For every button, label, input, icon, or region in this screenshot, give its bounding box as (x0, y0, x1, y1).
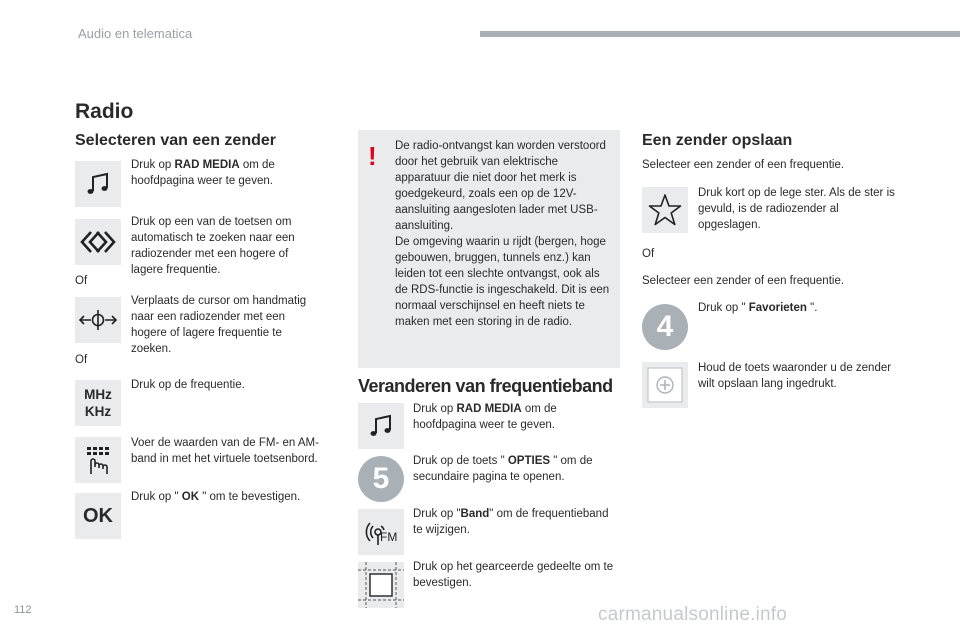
left-step-5: Voer de waarden van de FM- en AM-band in met het virtuele toetsenbord. (131, 437, 319, 465)
add-preset-icon (642, 362, 688, 408)
seek-arrows-icon (75, 219, 121, 265)
left-step-4: Druk op de frequentie. (131, 379, 245, 391)
middle-step-1: Druk op RAD MEDIA om de hoofdpagina weer te geven. (413, 403, 557, 431)
ok-icon-label: OK (83, 504, 113, 527)
running-header: Audio en telematica (78, 26, 193, 41)
right-step-3: Houd de toets waaronder u de zender wilt opslaan lang ingedrukt. (698, 362, 892, 390)
frequency-icon (75, 380, 121, 426)
middle-step-3: Druk op "Band" om de frequentieband te wijzigen. (413, 508, 609, 536)
right-step-2: Druk op " Favorieten ". (698, 302, 818, 314)
right-section-title: Een zender opslaan (642, 132, 793, 149)
ok-button-icon (75, 493, 121, 539)
watermark: carmanualsonline.info (598, 604, 788, 625)
left-step-1: Druk op RAD MEDIA om de hoofdpagina weer te geven. (131, 159, 275, 187)
step-number-badge: 5 (358, 456, 404, 502)
tuning-cursor-icon (75, 297, 121, 343)
shaded-area-icon (358, 562, 404, 608)
left-step-3: Verplaats de cursor om handmatig naar een radiozender met een hogere of lagere frequentie te zoeken. (131, 295, 307, 355)
fm-band-icon (358, 509, 404, 555)
right-line-1: Selecteer een zender of een frequentie. (642, 159, 845, 171)
left-step-2: Druk op een van de toetsen om automatisch te zoeken naar een radiozender met een hogere of lagere frequentie. (131, 216, 295, 276)
warning-text-1: De radio-ontvangst kan worden verstoord door het gebruik van elektrische apparatuur die niet door het merk is goedgekeurd, zoals een op de 12V-aansluiting aangesloten lader met USB-aansluiting. (395, 140, 606, 232)
or-label-3: Of (642, 248, 655, 260)
right-step-1: Druk kort op de lege ster. Als de ster is gevuld, is de radiozender al opgeslagen. (698, 187, 895, 231)
middle-step-4: Druk op het gearceerde gedeelte om te bevestigen. (413, 561, 614, 589)
warning-text-2: De omgeving waarin u rijdt (bergen, hoge gebouwen, bruggen, tunnels enz.) kan leiden tot een slechte ontvangst, ook als de RDS-functie is ingeschakeld. Dit is een normaal verschijnsel en heeft niets te maken met een storing in de radio. (395, 236, 610, 328)
section-title: Radio (75, 100, 134, 123)
warning-icon: ! (368, 141, 377, 171)
star-icon (642, 187, 688, 233)
left-step-6: Druk op " OK " om te bevestigen. (131, 491, 301, 503)
fm-label: FM (380, 530, 398, 544)
or-label-1: Of (75, 275, 88, 287)
right-line-2: Selecteer een zender of een frequentie. (642, 275, 845, 287)
subsection-title: Selecteren van een zender (75, 132, 276, 149)
middle-step-2: Druk op de toets " OPTIES " om de secundaire pagina te openen. (413, 455, 593, 483)
middle-section-title: Veranderen van frequentieband (358, 376, 613, 396)
or-label-2: Of (75, 354, 88, 366)
music-note-icon (75, 161, 121, 207)
keypad-icon (75, 437, 121, 483)
music-note-icon (358, 403, 404, 449)
page-number: 112 (14, 604, 32, 616)
step-number-badge: 4 (642, 304, 688, 350)
warning-text (395, 138, 613, 330)
header-bar (480, 31, 960, 37)
khz-label: KHz (84, 404, 112, 419)
mhz-label: MHz (84, 387, 112, 402)
